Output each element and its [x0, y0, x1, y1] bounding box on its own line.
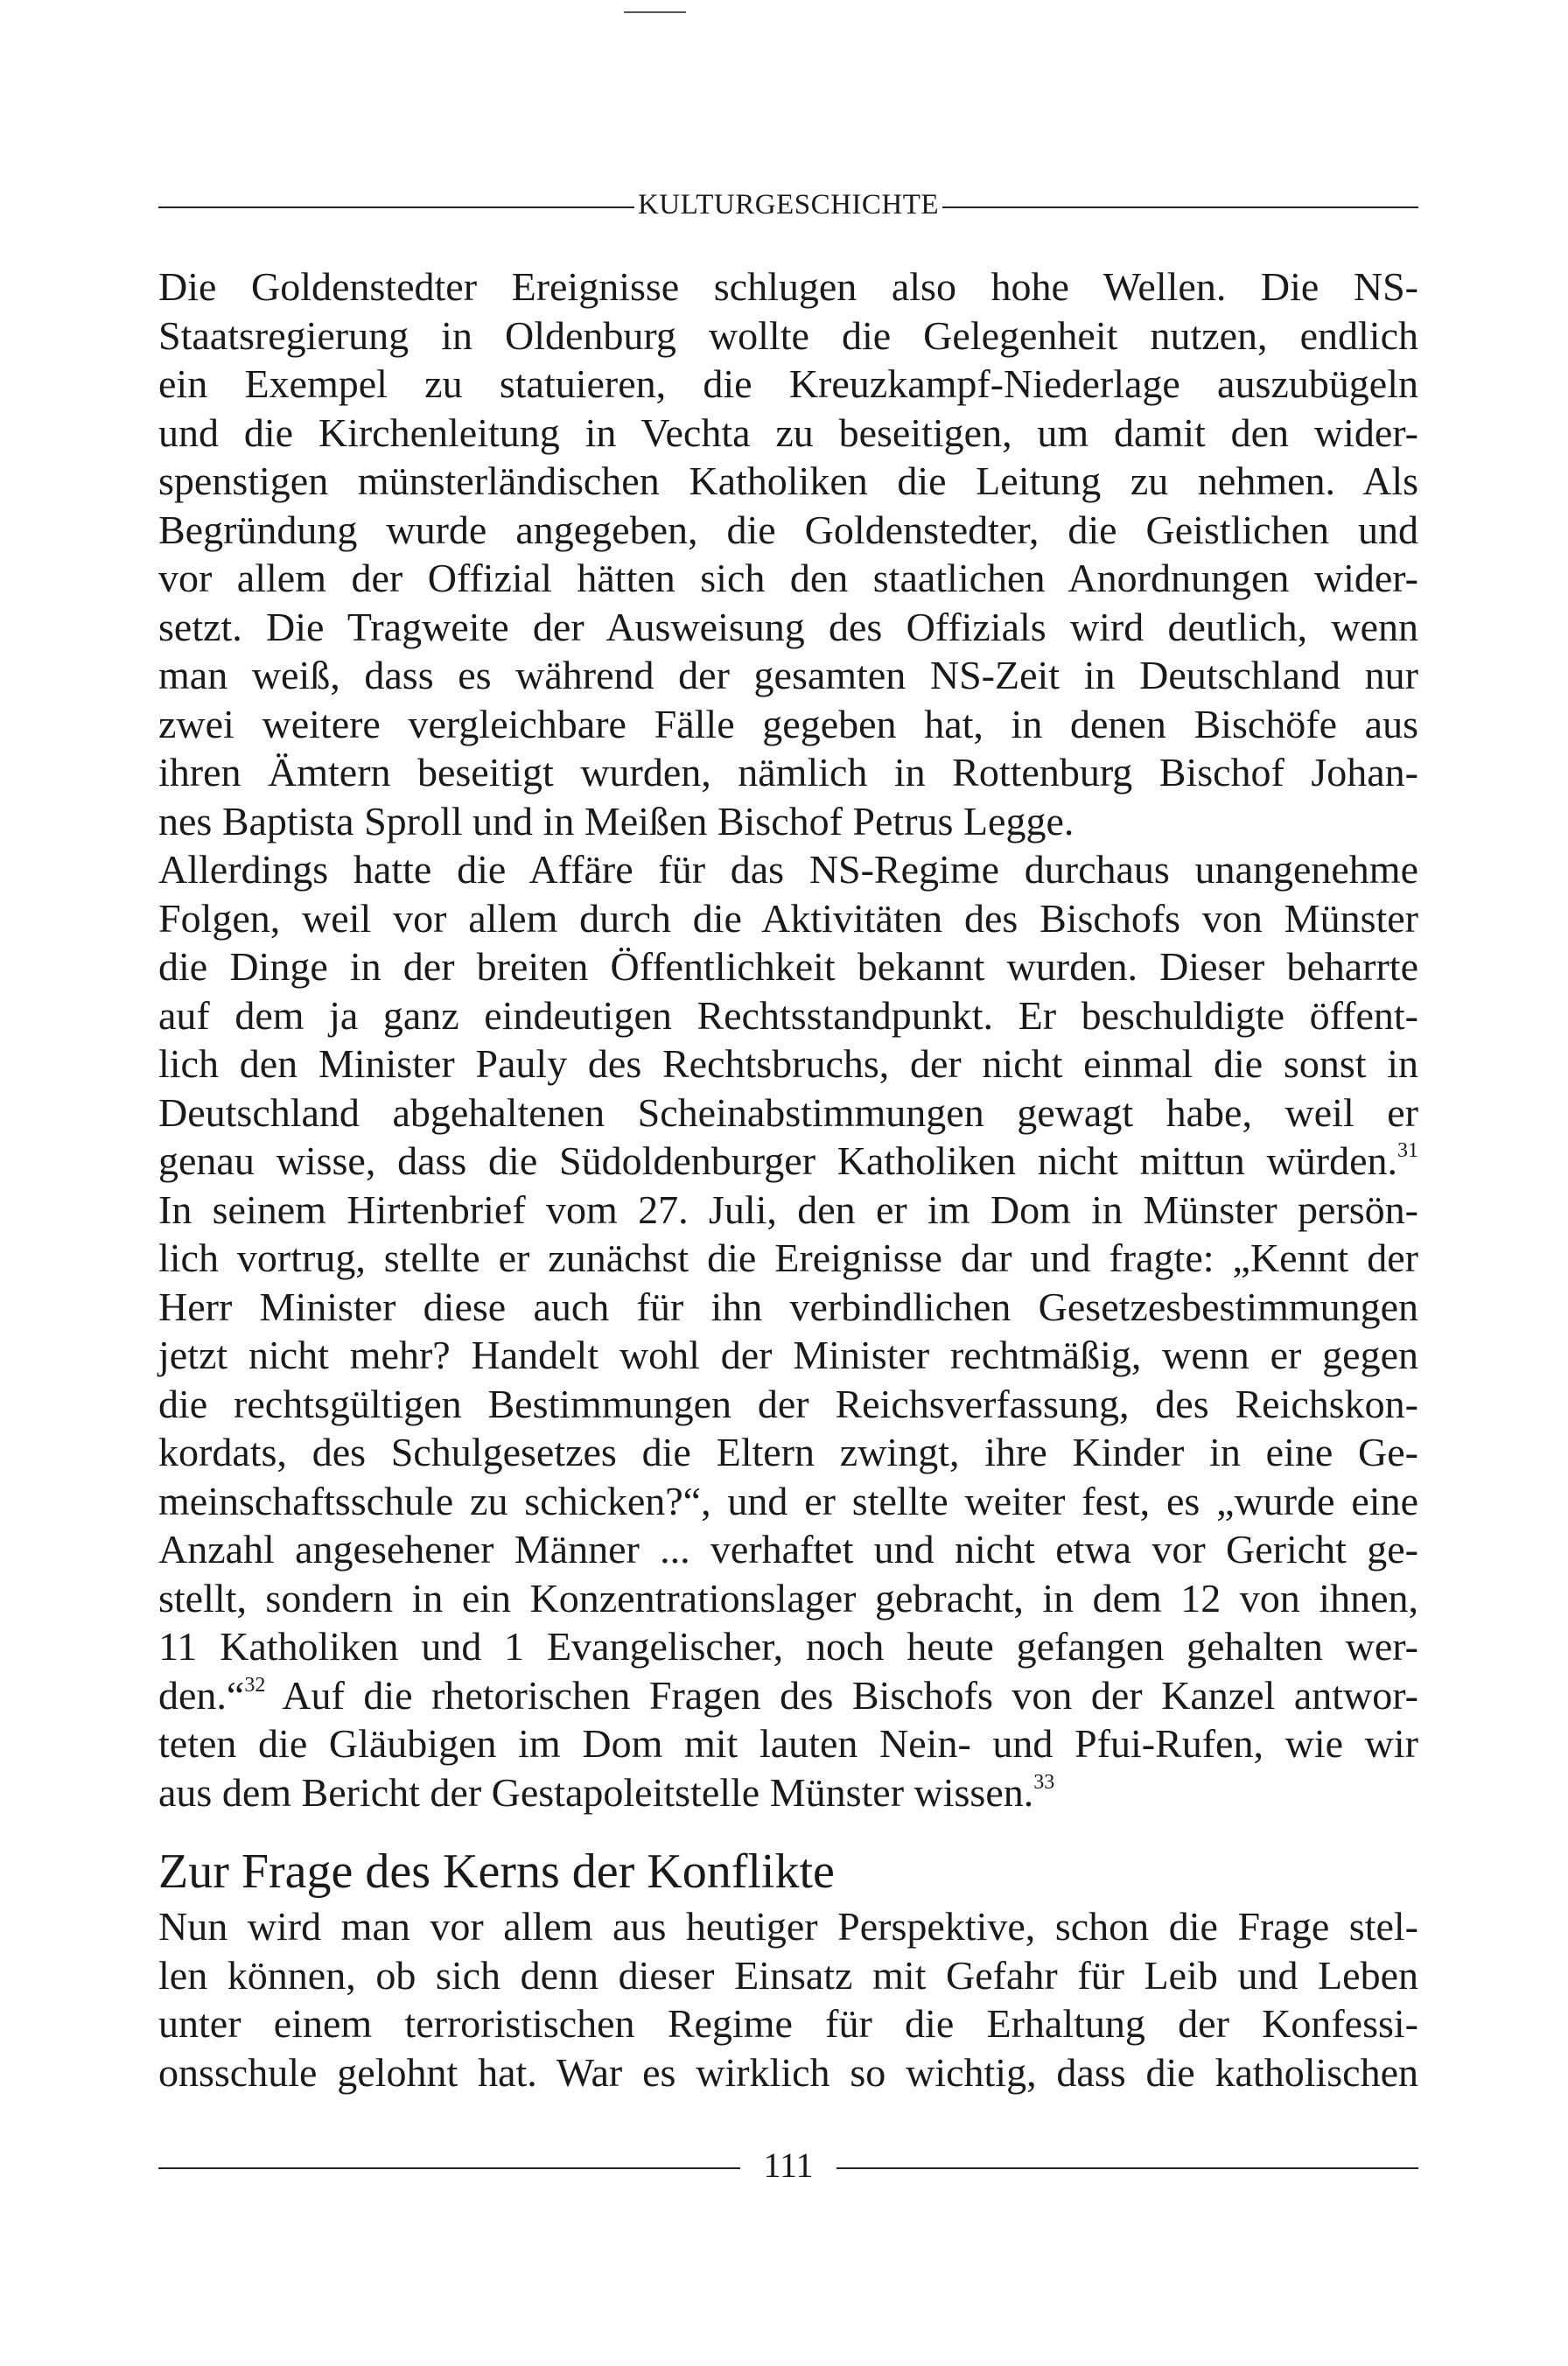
line-text: den.“ [158, 1672, 245, 1718]
text-line [158, 651, 1418, 700]
text-line [158, 1671, 1418, 1720]
footer-rule-right [836, 2167, 1418, 2169]
line-text: unter einem terroristischen Regime für die Erhaltung der Konfessi- [158, 2001, 1418, 2046]
text-line [158, 1525, 1418, 1574]
text-line-content [158, 1283, 1418, 1332]
text-line [158, 1768, 1418, 1817]
line-text: In seinem Hirtenbrief vom 27. Juli, den er im Dom in Münster persön- [158, 1186, 1418, 1232]
text-line-content [158, 1951, 1418, 2000]
paragraph [158, 845, 1418, 1816]
text-line-content [158, 942, 1418, 991]
line-text: Folgen, weil vor allem durch die Aktivitäten des Bischofs von Münster [158, 895, 1418, 941]
text-line [158, 360, 1418, 409]
text-line [158, 700, 1418, 749]
line-text: genau wisse, dass die Südoldenburger Katholiken nicht mittun würden. [158, 1138, 1397, 1183]
text-line [158, 1040, 1418, 1088]
line-text: die rechtsgültigen Bestimmungen der Reichsverfassung, des Reichskon- [158, 1381, 1418, 1426]
text-line-content [158, 554, 1418, 603]
line-text: die Dinge in der breiten Öffentlichkeit bekannt wurden. Dieser beharrte [158, 944, 1418, 989]
text-line-content [158, 262, 1418, 312]
text-line-content [158, 651, 1418, 700]
text-line-content [158, 700, 1418, 749]
line-text: teten die Gläubigen im Dom mit lauten Nein- und Pfui-Rufen, wie wir [158, 1721, 1418, 1766]
line-text: 11 Katholiken und 1 Evangelischer, noch heute gefangen gehalten wer- [158, 1624, 1418, 1669]
line-text: onsschule gelohnt hat. War es wirklich so wichtig, dass die katholischen [158, 2049, 1418, 2095]
line-text: zwei weitere vergleichbare Fälle gegeben hat, in denen Bischöfe aus [158, 701, 1418, 746]
line-text: spenstigen münsterländischen Katholiken die Leitung zu nehmen. Als [158, 458, 1418, 503]
running-header [158, 186, 1418, 224]
line-text: Auf die rhetorischen Fragen des Bischofs von der Kanzel antwor- [265, 1672, 1418, 1718]
footnote-reference: 33 [1033, 1770, 1055, 1794]
text-line-content [158, 748, 1418, 797]
line-text: auf dem ja ganz eindeutigen Rechtsstandpunkt. Er beschuldigte öffent- [158, 992, 1418, 1038]
running-header-title: KULTURGESCHICHTE [637, 189, 940, 220]
text-line-content [158, 1671, 1418, 1720]
text-line-content [158, 1999, 1418, 2048]
text-line [158, 1999, 1418, 2048]
text-line [158, 1477, 1418, 1526]
line-text: nes Baptista Sproll und in Meißen Bischof Petrus Legge. [158, 798, 1074, 844]
text-line [158, 797, 1418, 846]
text-line [158, 457, 1418, 506]
line-text: Deutschland abgehaltenen Scheinabstimmungen gewagt habe, weil er [158, 1089, 1418, 1135]
footnote-reference: 31 [1397, 1139, 1418, 1162]
text-line [158, 554, 1418, 603]
text-line-content [158, 1525, 1418, 1574]
page-footer [158, 2144, 1418, 2188]
line-text: Staatsregierung in Oldenburg wollte die Gelegenheit nutzen, endlich [158, 312, 1418, 358]
line-text: meinschaftsschule zu schicken?“, und er stellte weiter fest, es „wurde eine [158, 1478, 1418, 1523]
line-text: len können, ob sich denn dieser Einsatz mit Gefahr für Leib und Leben [158, 1952, 1418, 1998]
text-line-content [158, 1428, 1418, 1477]
text-line-content [158, 1186, 1418, 1235]
line-text: jetzt nicht mehr? Handelt wohl der Minister rechtmäßig, wenn er gegen [158, 1333, 1418, 1377]
text-line [158, 942, 1418, 991]
header-rule-right [942, 206, 1418, 208]
line-text: Nun wird man vor allem aus heutiger Perspektive, schon die Frage stel- [158, 1904, 1418, 1949]
line-text: ihren Ämtern beseitigt wurden, nämlich in Rottenburg Bischof Johan- [158, 750, 1418, 794]
text-line [158, 1088, 1418, 1138]
line-text: aus dem Bericht der Gestapoleitstelle Münster wissen. [158, 1769, 1034, 1815]
text-line-content [158, 1622, 1418, 1671]
text-line [158, 1234, 1418, 1283]
text-line [158, 506, 1418, 555]
text-line-content [158, 312, 1418, 360]
text-line-content [158, 1768, 1054, 1817]
text-line [158, 1719, 1418, 1768]
text-line [158, 1902, 1418, 1951]
text-line [158, 1283, 1418, 1332]
text-line [158, 1186, 1418, 1235]
text-line [158, 1574, 1418, 1623]
line-text: setzt. Die Tragweite der Ausweisung des Offizials wird deutlich, wenn [158, 604, 1418, 649]
line-text: vor allem der Offizial hätten sich den staatlichen Anordnungen wider- [158, 556, 1418, 600]
text-line-content [158, 1719, 1418, 1768]
text-line [158, 1622, 1418, 1671]
text-line [158, 312, 1418, 360]
text-line [158, 991, 1418, 1040]
line-text: ein Exempel zu statuieren, die Kreuzkampf-Niederlage auszubügeln [158, 361, 1418, 406]
text-line-content [158, 1902, 1418, 1951]
paragraph [158, 262, 1418, 845]
text-line [158, 1331, 1418, 1380]
text-line-content [158, 1477, 1418, 1526]
text-line [158, 1137, 1418, 1186]
line-text: Herr Minister diese auch für ihn verbindlichen Gesetzesbestimmungen [158, 1284, 1418, 1329]
text-line [158, 603, 1418, 652]
text-line-content [158, 991, 1418, 1040]
text-line-content [158, 360, 1418, 409]
text-line-content [158, 1137, 1418, 1186]
line-text: Begründung wurde angegeben, die Goldenstedter, die Geistlichen und [158, 507, 1418, 552]
text-line-content [158, 1040, 1418, 1088]
line-text: Allerdings hatte die Affäre für das NS-Regime durchaus unangenehme [158, 847, 1418, 892]
text-line [158, 2048, 1418, 2097]
footnote-reference: 32 [244, 1673, 266, 1697]
text-line [158, 262, 1418, 312]
section-text [158, 1902, 1418, 2096]
section-heading: Zur Frage des Kerns der Konflikte [158, 1844, 835, 1899]
text-line-content [158, 845, 1418, 894]
text-line [158, 845, 1418, 894]
text-line-content [158, 797, 1074, 846]
text-line-content [158, 1331, 1418, 1380]
text-line-content [158, 409, 1418, 458]
text-line-content [158, 894, 1418, 943]
text-line [158, 894, 1418, 943]
text-line-content [158, 1380, 1418, 1429]
main-text [158, 262, 1418, 1816]
text-line [158, 1951, 1418, 2000]
section [158, 1841, 1418, 2096]
line-text: Anzahl angesehener Männer ... verhaftet und nicht etwa vor Gericht ge- [158, 1527, 1418, 1572]
scan-mark [624, 11, 686, 13]
text-line [158, 748, 1418, 797]
text-line-content [158, 457, 1418, 506]
text-line [158, 1380, 1418, 1429]
text-line-content [158, 2048, 1418, 2097]
line-text: lich den Minister Pauly des Rechtsbruchs, der nicht einmal die sonst in [158, 1041, 1418, 1086]
line-text: man weiß, dass es während der gesamten NS-Zeit in Deutschland nur [158, 653, 1418, 697]
text-line-content [158, 506, 1418, 555]
page-number: 111 [763, 2146, 814, 2185]
line-text: stellt, sondern in ein Konzentrationslager gebracht, in dem 12 von ihnen, [158, 1575, 1418, 1620]
line-text: kordats, des Schulgesetzes die Eltern zwingt, ihre Kinder in eine Ge- [158, 1430, 1418, 1474]
text-line-content [158, 603, 1418, 652]
line-text: lich vortrug, stellte er zunächst die Ereignisse dar und fragte: „Kennt der [158, 1236, 1418, 1280]
header-rule-left [158, 206, 634, 208]
text-line-content [158, 1234, 1418, 1283]
text-line [158, 409, 1418, 458]
text-line-content [158, 1574, 1418, 1623]
text-line-content [158, 1088, 1418, 1138]
text-line [158, 1428, 1418, 1477]
footer-rule-left [158, 2167, 740, 2169]
line-text: und die Kirchenleitung in Vechta zu beseitigen, um damit den wider- [158, 410, 1418, 455]
line-text: Die Goldenstedter Ereignisse schlugen also hohe Wellen. Die NS- [158, 264, 1418, 309]
